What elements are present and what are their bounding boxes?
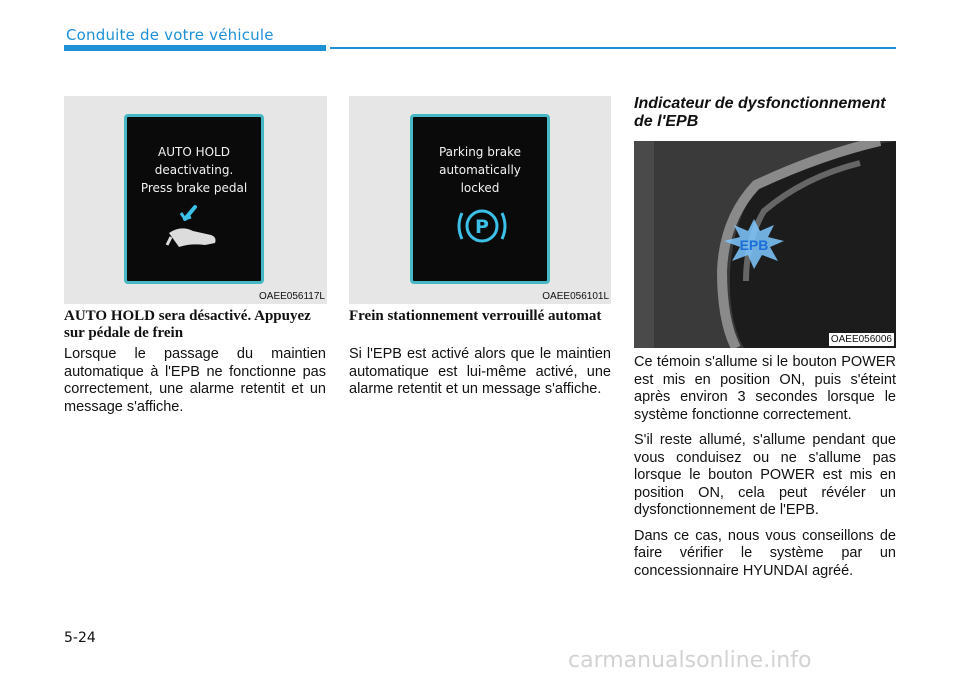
figure-parking-brake (349, 96, 611, 304)
column-body (349, 346, 611, 407)
column-heading: Frein stationnement verrouillé automat (349, 308, 602, 324)
cluster-display-parking-brake (410, 114, 550, 284)
column-heading: AUTO HOLD sera désactivé. Appuyez sur pédale de frein (64, 308, 311, 341)
page-number: 5-24 (64, 630, 96, 646)
cluster-display-auto-hold (124, 114, 264, 284)
svg-text:P: P (475, 216, 489, 238)
parking-brake-icon (454, 203, 510, 249)
column-body (64, 346, 326, 424)
display-message-auto-hold: AUTO HOLD deactivating. Press brake pedal (140, 145, 248, 195)
figure-code: OAEE056101L (542, 291, 609, 302)
header-rule-thick (64, 45, 326, 51)
paragraph: Ce témoin s'allume si le bouton POWER est mis en position ON, puis s'éteint après environ 3 secondes lorsque le système fonctionne correctement. (634, 354, 896, 423)
figure-code: OAEE056117L (259, 291, 325, 302)
figure-epb-warning (634, 141, 896, 348)
brake-pedal-icon (161, 201, 231, 261)
paragraph: Si l'EPB est activé alors que le maintien automatique est lui-même activé, une alarme retentit et un message s'affiche. (349, 346, 611, 397)
header-rule-thin (330, 47, 896, 49)
epb-warning-icon (718, 217, 790, 273)
paragraph: Dans ce cas, nous vous conseillons de faire vérifier le système par un concessionnaire HYUNDAI agréé. (634, 527, 896, 579)
section-title: Indicateur de dysfonctionnement de l'EPB (634, 95, 886, 130)
display-message-parking-brake: Parking brake automatically locked (438, 145, 522, 195)
paragraph: Lorsque le passage du maintien automatique à l'EPB ne fonctionne pas correctement, une alarme retentit et un message s'affiche. (64, 346, 326, 415)
figure-code: OAEE056006 (830, 334, 892, 345)
watermark: carmanualsonline.info (568, 648, 812, 673)
epb-indicator-label: EPB (739, 237, 769, 253)
figure-auto-hold (64, 96, 327, 304)
paragraph: S'il reste allumé, s'allume pendant que vous conduisez ou ne s'allume pas lorsque le bouton POWER est mis en position ON, cela peut révéler un dysfonctionnement de l'EPB. (634, 432, 896, 518)
chapter-title: Conduite de votre véhicule (66, 26, 274, 44)
column-body (634, 354, 896, 588)
